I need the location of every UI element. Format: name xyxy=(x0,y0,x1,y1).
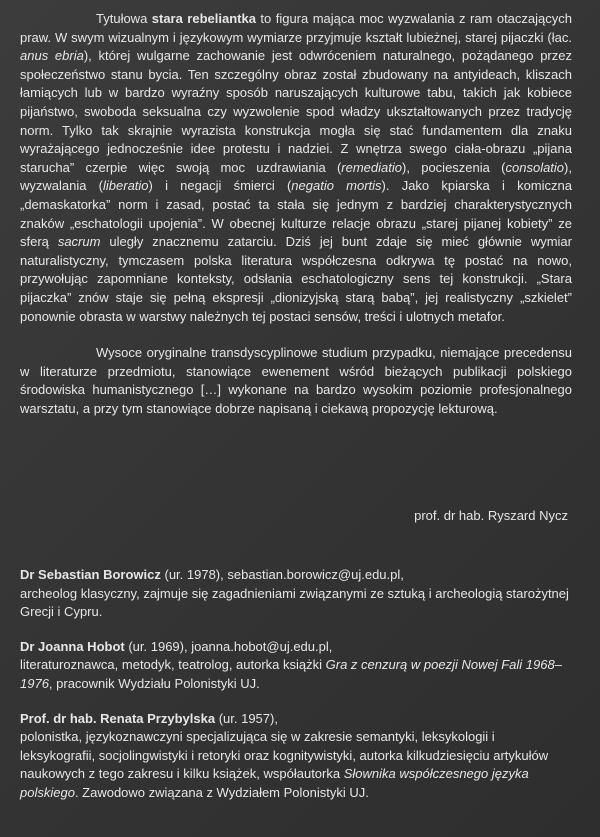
blurb xyxy=(20,10,572,418)
authors-list xyxy=(20,566,572,819)
author-meta: (ur. 1969), joanna.hobot@uj.edu.pl, xyxy=(124,638,333,654)
author-name: Dr Sebastian Borowicz xyxy=(20,567,161,582)
review-signature: prof. dr hab. Ryszard Nycz xyxy=(414,508,568,523)
author-bio: polonistka, językoznawczyni specjalizująca się w zakresie semantyki, leksykologii i leksykografii, socjolingwistyki i retoryki oraz kognitywistyki, autorka kilkudziesięciu artykułów naukowych z tego zakresu i kilku książek, współautorka Słownika współczesnego języka polskiego. Zawodowo związana z Wydziałem Polonistyki UJ. xyxy=(20,729,549,800)
author-entry xyxy=(20,638,572,694)
author-meta: (ur. 1957), xyxy=(215,710,278,726)
author-entry xyxy=(20,710,572,803)
blurb-paragraph-2: Wysoce oryginalne transdyscyplinowe studium przypadku, niemające precedensu w literaturze przedmiotu, stanowiące ewenement wśród bieżących publikacji polskiego środowiska humanistycznego […] wykonane na bardzo wysokim poziomie profesjonalnego warsztatu, a przy tym stanowiące dobrze napisaną i ciekawą propozycję lekturową. xyxy=(20,345,572,416)
author-name: Prof. dr hab. Renata Przybylska xyxy=(20,710,216,726)
author-entry xyxy=(20,566,572,622)
author-name: Dr Joanna Hobot xyxy=(20,638,125,654)
author-meta: (ur. 1978), sebastian.borowicz@uj.edu.pl, xyxy=(160,567,404,582)
author-bio: archeolog klasyczny, zajmuje się zagadnieniami związanymi ze sztuką i archeologią starożytnej Grecji i Cypru. xyxy=(20,585,569,620)
blurb-paragraph-1: Tytułowa stara rebeliantka to figura mająca moc wyzwalania z ram otaczających praw. W swym wizualnym i językowym wymiarze przyjmuje kształt lubieżnej, starej pijaczki (łac. anus ebria), której wulgarne zachowanie jest odwróceniem naturalnego, pożądanego przez społeczeństwo stanu bycia. Ten szczególny obraz został zbudowany na antyideach, kliszach łamiących lub w bardzo wyraźny sposób naruszających kulturowe tabu, takich jak kobiece pijaństwo, swoboda seksualna czy wyzwolenie spod władzy ukształtowanych przez tradycję norm. Tylko tak skrajnie wyrazista konstrukcja mogła się stać fundamentem dla znaku wyrażającego jednocześnie idee protestu i nadziei. Z wnętrza swego ciała-obrazu „pijana starucha” czerpie więc swoją moc uzdrawiania (remediatio), pocieszenia (consolatio), wyzwalania (liberatio) i negacji śmierci (negatio mortis). Jako kpiarska i komiczna „demaskatorka” norm i zasad, postać ta stała się jednym z bardziej charakterystycznych znaków „eschatologii upojenia”. W obecnej kulturze relacje obrazu „starej pijanej kobiety” ze sferą sacrum uległy znacznemu zatarciu. Dziś jej bunt zdaje się mieć głównie wymiar naturalistyczny, tymczasem polska literatura współczesna odkrywa tę postać na nowo, przywołując zapomniane konteksty, odsłania eschatologiczny sens tej konstrukcji. „Stara pijaczka” znów staje się pełną ekspresji „dionizyjską starą babą”, jej realistyczny „szkielet” ponownie obrasta w warstwy należnych tej postaci sensów, treści i ulotnych metafor. xyxy=(20,11,572,324)
author-bio: literaturoznawca, metodyk, teatrolog, autorka książki Gra z cenzurą w poezji Nowej Fali 1968–1976, pracownik Wydziału Polonistyki UJ. xyxy=(20,657,562,691)
title-phrase: stara rebeliantka xyxy=(151,11,256,26)
